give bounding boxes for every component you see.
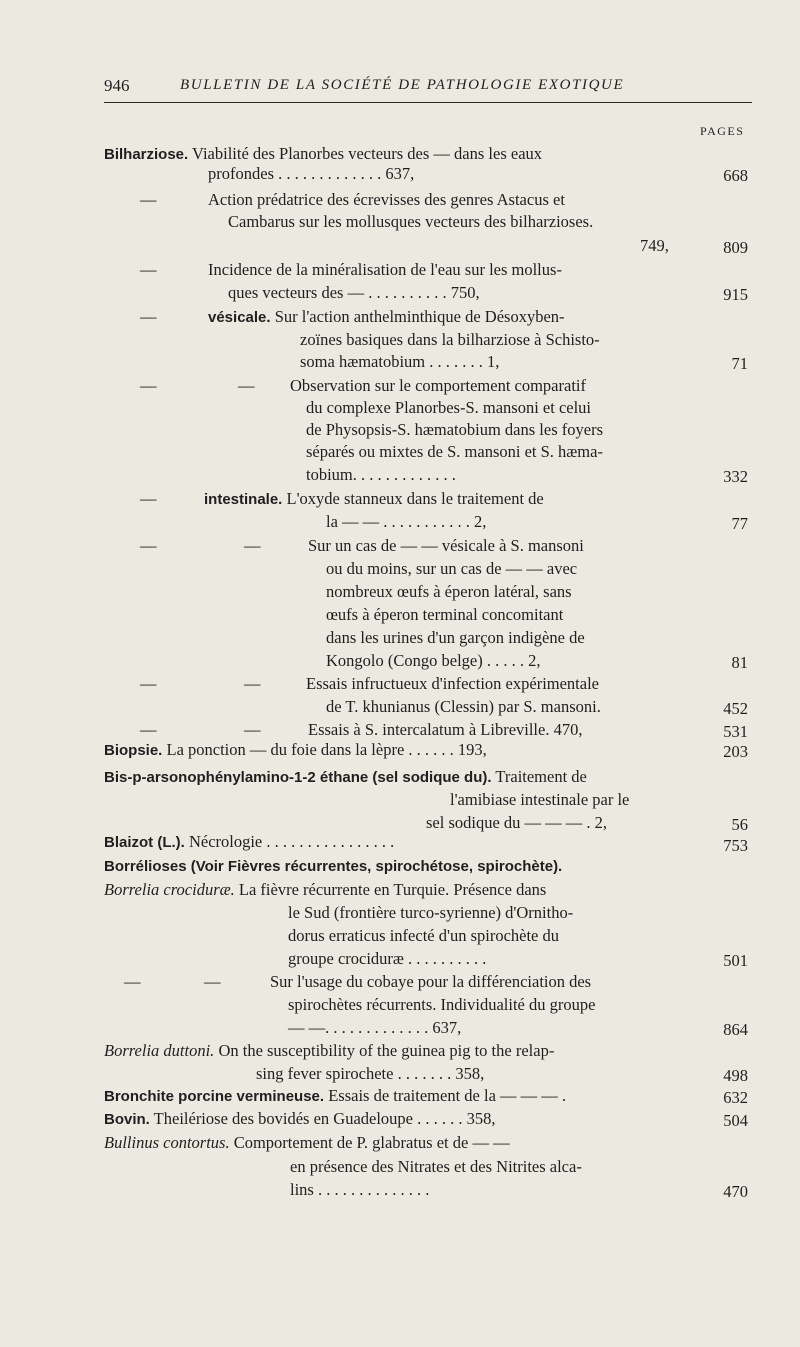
entry-text: Essais de traitement de la — — — . xyxy=(324,1086,567,1105)
entry-continuation: le Sud (frontière turco-syrienne) d'Ornitho- xyxy=(288,903,574,922)
page-number: 946 xyxy=(104,76,130,95)
page-ref: 504 xyxy=(723,1111,748,1130)
page-ref: 501 xyxy=(723,951,748,970)
index-entry xyxy=(104,1041,554,1061)
entry-continuation: tobium. . . . . . . . . . . . . xyxy=(306,465,456,484)
entry-text: Sur l'usage du cobaye pour la différenciation des xyxy=(270,972,592,991)
entry-continuation: soma hæmatobium . . . . . . . 1, xyxy=(300,352,500,371)
index-entry xyxy=(104,1109,496,1130)
entry-continuation: dans les urines d'un garçon indigène de xyxy=(326,628,585,647)
entry-text: Nécrologie . . . . . . . . . . . . . . . . xyxy=(184,832,395,851)
page-ref: 332 xyxy=(723,467,748,486)
subentry-heading: vésicale. xyxy=(208,309,271,326)
entry-text: Theilériose des bovidés en Guadeloupe . . . . . . 358, xyxy=(149,1109,496,1128)
page-ref: 56 xyxy=(731,815,748,834)
page-ref: 203 xyxy=(723,742,748,761)
entry-continuation: en présence des Nitrates et des Nitrites alca- xyxy=(290,1157,582,1176)
index-entry xyxy=(104,1133,510,1153)
entry-continuation: sing fever spirochete . . . . . . . 358, xyxy=(256,1064,485,1083)
entry-continuation: de T. khunianus (Clessin) par S. mansoni. xyxy=(326,697,601,716)
entry-continuation: nombreux œufs à éperon latéral, sans xyxy=(326,582,572,601)
page-ref: 81 xyxy=(731,653,748,672)
index-subentry xyxy=(204,489,544,510)
entry-continuation: la — — . . . . . . . . . . . 2, xyxy=(326,512,487,531)
ditto-dash: — xyxy=(124,972,141,991)
entry-continuation: ou du moins, sur un cas de — — avec xyxy=(326,559,578,578)
page-ref: 753 xyxy=(723,836,748,855)
entry-text: On the susceptibility of the guinea pig to the relap- xyxy=(214,1041,555,1060)
entry-text: La fièvre récurrente en Turquie. Présence dans xyxy=(234,880,547,899)
entry-heading: Bis-p-arsonophénylamino-1-2 éthane (sel sodique du). xyxy=(104,769,492,786)
ditto-dash: — xyxy=(140,260,157,279)
index-entry xyxy=(104,767,587,788)
ditto-dash: — xyxy=(140,307,157,326)
entry-heading: Bovin. xyxy=(104,1111,150,1128)
page-ref: 809 xyxy=(723,238,748,257)
journal-title: BULLETIN DE LA SOCIÉTÉ DE PATHOLOGIE EXOTIQUE xyxy=(180,77,625,93)
entry-text: Incidence de la minéralisation de l'eau sur les mollus- xyxy=(208,260,562,279)
entry-continuation: l'amibiase intestinale par le xyxy=(450,790,630,809)
ditto-dash: — xyxy=(244,536,261,555)
entry-continuation: lins . . . . . . . . . . . . . . xyxy=(290,1180,430,1199)
index-entry xyxy=(104,740,487,761)
entry-heading: Bilharziose. xyxy=(104,146,189,163)
running-header xyxy=(104,76,752,103)
page-ref: 71 xyxy=(731,354,748,373)
entry-text: Observation sur le comportement comparatif xyxy=(290,376,586,395)
ditto-dash: — xyxy=(244,720,261,739)
entry-continuation: — —. . . . . . . . . . . . . 637, xyxy=(288,1018,462,1037)
page-ref: 864 xyxy=(723,1020,748,1039)
entry-text: Action prédatrice des écrevisses des genres Astacus et xyxy=(208,190,565,209)
index-entry xyxy=(104,832,394,853)
page-ref: 452 xyxy=(723,699,748,718)
entry-continuation: spirochètes récurrents. Individualité du groupe xyxy=(288,995,596,1014)
entry-text: Comportement de P. glabratus et de — — xyxy=(229,1133,510,1152)
entry-text: La ponction — du foie dans la lèpre . . . . . . 193, xyxy=(162,740,487,759)
entry-continuation: Cambarus sur les mollusques vecteurs des bilharzioses. xyxy=(228,212,594,231)
ditto-dash: — xyxy=(140,489,157,508)
entry-continuation: dorus erraticus infecté d'un spirochète du xyxy=(288,926,560,945)
entry-continuation: groupe crociduræ . . . . . . . . . . xyxy=(288,949,487,968)
entry-continuation: œufs à éperon terminal concomitant xyxy=(326,605,564,624)
entry-heading: Borrelia crociduræ. xyxy=(104,880,235,899)
entry-heading: Borrelia duttoni. xyxy=(104,1041,215,1060)
entry-text: Essais infructueux d'infection expérimentale xyxy=(306,674,599,693)
entry-continuation: 749, xyxy=(640,236,669,255)
entry-continuation: séparés ou mixtes de S. mansoni et S. hæma- xyxy=(306,442,603,461)
index-entry xyxy=(104,144,542,165)
entry-text: Sur l'action anthelminthique de Désoxyben- xyxy=(270,307,565,326)
index-entry xyxy=(104,856,562,877)
index-entry xyxy=(104,1086,566,1107)
ditto-dash: — xyxy=(204,972,221,991)
ditto-dash: — xyxy=(140,376,157,395)
ditto-dash: — xyxy=(244,674,261,693)
entry-heading: Bullinus contortus. xyxy=(104,1133,230,1152)
entry-heading: Bronchite porcine vermineuse. xyxy=(104,1088,325,1105)
entry-continuation: de Physopsis-S. hæmatobium dans les foyers xyxy=(306,420,603,439)
entry-heading: Biopsie. xyxy=(104,742,163,759)
entry-continuation: ques vecteurs des — . . . . . . . . . . 750, xyxy=(228,283,480,302)
index-entry xyxy=(104,880,546,900)
entry-continuation: profondes . . . . . . . . . . . . . 637, xyxy=(208,164,415,183)
entry-text: Sur un cas de — — vésicale à S. mansoni xyxy=(308,536,584,555)
entry-continuation: Kongolo (Congo belge) . . . . . 2, xyxy=(326,651,541,670)
page-ref: 668 xyxy=(723,166,748,185)
pages-column-label: PAGES xyxy=(700,124,745,138)
ditto-dash: — xyxy=(140,190,157,209)
entry-text: Viabilité des Planorbes vecteurs des — dans les eaux xyxy=(188,144,543,163)
entry-continuation: du complexe Planorbes-S. mansoni et celui xyxy=(306,398,592,417)
entry-text: L'oxyde stanneux dans le traitement de xyxy=(282,489,544,508)
entry-continuation: sel sodique du — — — . 2, xyxy=(426,813,608,832)
page-ref: 531 xyxy=(723,722,748,741)
page-ref: 915 xyxy=(723,285,748,304)
entry-text: Essais à S. intercalatum à Libreville. 470, xyxy=(308,720,583,739)
page-ref: 77 xyxy=(731,514,748,533)
entry-heading: Blaizot (L.). xyxy=(104,834,185,851)
entry-heading: Borrélioses (Voir Fièvres récurrentes, spirochétose, spirochète). xyxy=(104,858,563,875)
ditto-dash: — xyxy=(140,536,157,555)
page-ref: 498 xyxy=(723,1066,748,1085)
subentry-heading: intestinale. xyxy=(204,491,283,508)
entry-continuation: zoïnes basiques dans la bilharziose à Schisto- xyxy=(300,330,600,349)
index-subentry xyxy=(208,307,565,328)
page-ref: 632 xyxy=(723,1088,748,1107)
ditto-dash: — xyxy=(140,674,157,693)
page-ref: 470 xyxy=(723,1182,748,1201)
ditto-dash: — xyxy=(238,376,255,395)
ditto-dash: — xyxy=(140,720,157,739)
entry-text: Traitement de xyxy=(491,767,587,786)
